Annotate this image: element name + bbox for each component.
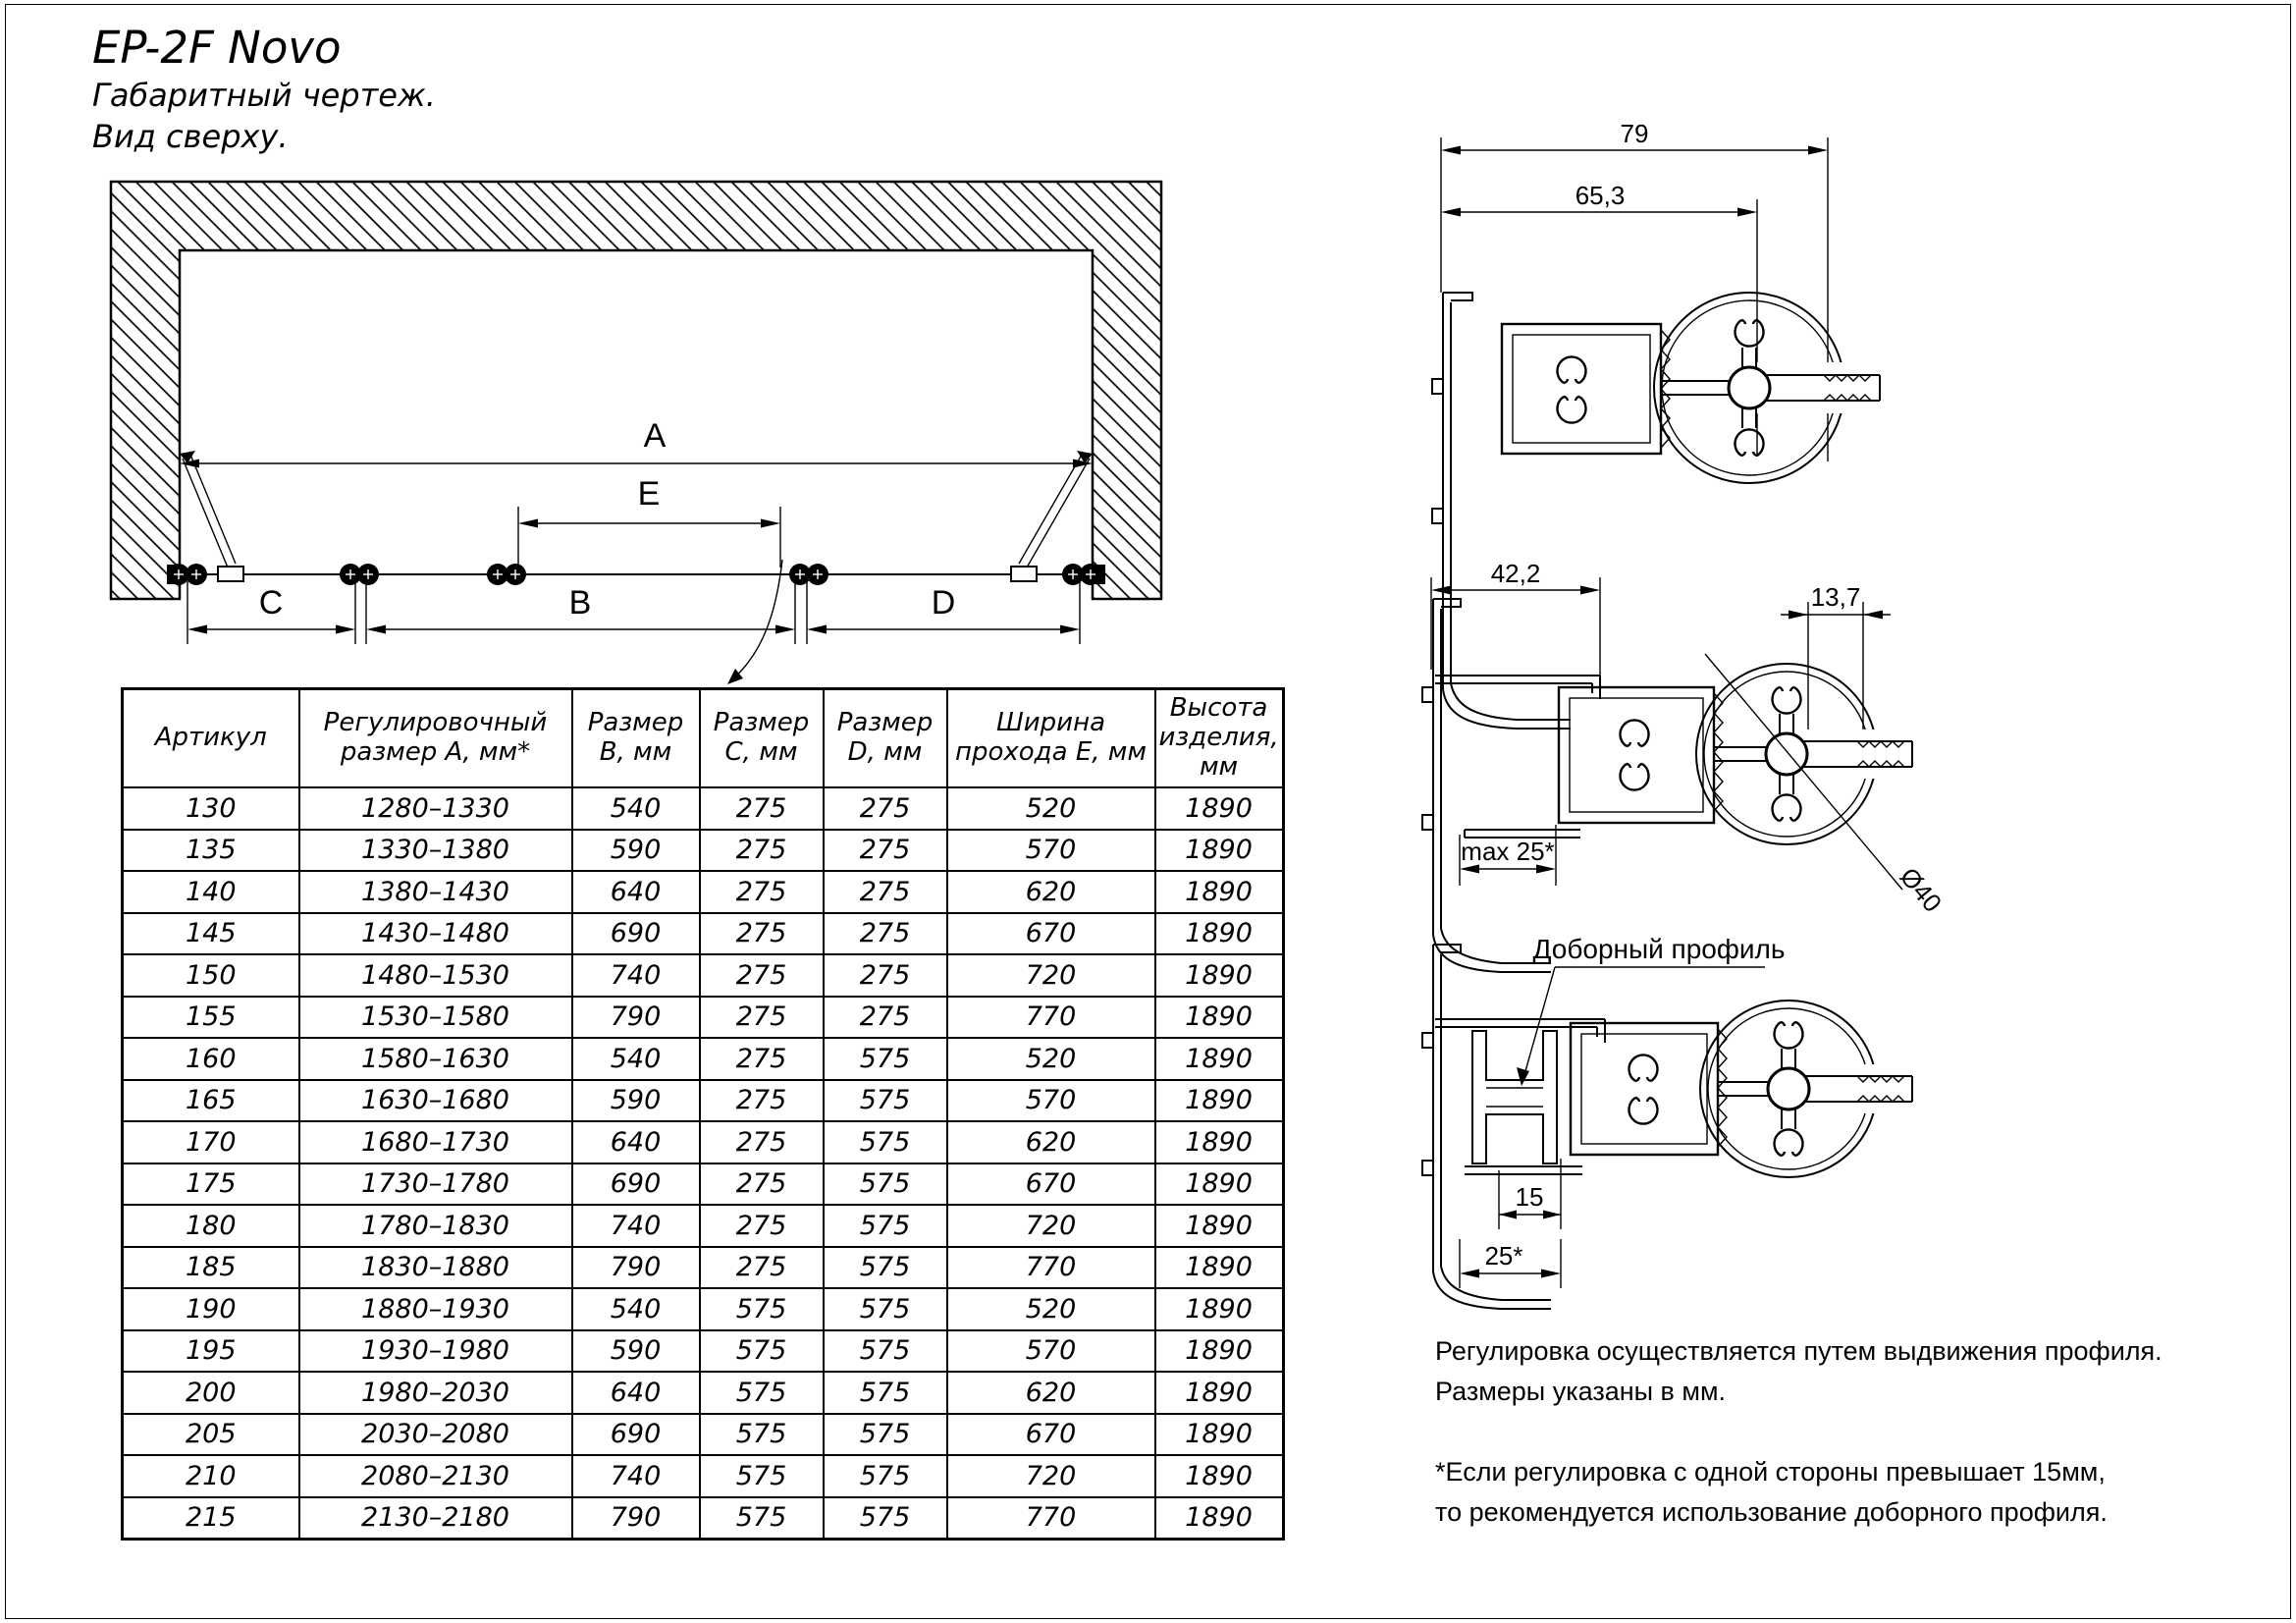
note-adjustment: Регулировка осуществляется путем выдвижения профиля. [1435, 1336, 2163, 1366]
cell-size-d: 275 [824, 871, 947, 913]
dimension-c-b-d [187, 581, 1080, 644]
cell-size-d: 275 [824, 997, 947, 1039]
cell-size-c: 575 [700, 1372, 824, 1414]
cell-size-d: 575 [824, 1121, 947, 1163]
cell-size-a: 1480–1530 [299, 954, 572, 997]
cell-passage-e: 670 [947, 1163, 1155, 1206]
page-subtitle-1: Габаритный чертеж. [92, 77, 436, 114]
cell-size-c: 275 [700, 913, 824, 955]
cell-article: 135 [123, 830, 299, 872]
cell-passage-e: 670 [947, 1414, 1155, 1456]
notes-block [1435, 1331, 2181, 1532]
cell-size-b: 790 [572, 1247, 700, 1289]
cell-size-d: 275 [824, 787, 947, 830]
cell-height: 1890 [1155, 1247, 1284, 1289]
dim-label-c: C [258, 584, 284, 622]
dimension-15 [1499, 1159, 1561, 1229]
cell-size-c: 575 [700, 1288, 824, 1330]
top-view-drawing [111, 182, 1161, 684]
cell-passage-e: 570 [947, 830, 1155, 872]
cell-size-a: 1280–1330 [299, 787, 572, 830]
cell-passage-e: 720 [947, 954, 1155, 997]
cell-passage-e: 520 [947, 1038, 1155, 1080]
cell-passage-e: 720 [947, 1455, 1155, 1497]
cell-article: 150 [123, 954, 299, 997]
cell-size-d: 275 [824, 913, 947, 955]
cell-passage-e: 620 [947, 871, 1155, 913]
cell-size-a: 1730–1780 [299, 1163, 572, 1206]
cell-size-a: 1880–1930 [299, 1288, 572, 1330]
cell-size-a: 1630–1680 [299, 1080, 572, 1122]
cell-size-c: 275 [700, 1163, 824, 1206]
dimensions-table [121, 687, 1285, 1541]
cell-size-d: 575 [824, 1330, 947, 1373]
cell-size-b: 740 [572, 1455, 700, 1497]
dim-label-d: D [931, 584, 956, 622]
adjustable-profile-section [1422, 559, 1948, 972]
cell-size-b: 740 [572, 954, 700, 997]
dimension-25 [1460, 1239, 1561, 1288]
cell-height: 1890 [1155, 954, 1284, 997]
cell-size-a: 1930–1980 [299, 1330, 572, 1373]
cell-height: 1890 [1155, 997, 1284, 1039]
cell-size-b: 640 [572, 1121, 700, 1163]
support-brace-left [180, 451, 243, 581]
dimension-diameter-40 [1705, 654, 1948, 918]
cell-size-d: 575 [824, 1455, 947, 1497]
hinge-tube-profile-2 [1696, 664, 1915, 844]
cell-passage-e: 620 [947, 1372, 1155, 1414]
cell-height: 1890 [1155, 1414, 1284, 1456]
dimension-max-25 [1460, 825, 1556, 886]
cell-size-d: 575 [824, 1247, 947, 1289]
table-row [123, 830, 1284, 872]
cell-article: 210 [123, 1455, 299, 1497]
cell-passage-e: 670 [947, 913, 1155, 955]
cell-size-c: 575 [700, 1414, 824, 1456]
table-row [123, 1288, 1284, 1330]
table-header-row [123, 689, 1284, 788]
cell-height: 1890 [1155, 1080, 1284, 1122]
cell-size-b: 590 [572, 830, 700, 872]
cell-passage-e: 570 [947, 1080, 1155, 1122]
cell-size-a: 1380–1430 [299, 871, 572, 913]
extension-profile-section [1422, 934, 1917, 1309]
table-row [123, 1372, 1284, 1414]
table-row [123, 1455, 1284, 1497]
column-header-size-d: Размер D, мм [824, 689, 947, 788]
cell-size-b: 640 [572, 1372, 700, 1414]
cell-size-a: 1680–1730 [299, 1121, 572, 1163]
cell-size-c: 275 [700, 1121, 824, 1163]
table-row [123, 1414, 1284, 1456]
cell-size-d: 575 [824, 1414, 947, 1456]
cell-passage-e: 770 [947, 1247, 1155, 1289]
cell-size-b: 640 [572, 871, 700, 913]
cell-size-a: 1980–2030 [299, 1372, 572, 1414]
cell-article: 130 [123, 787, 299, 830]
table-row [123, 1330, 1284, 1373]
cell-size-a: 2030–2080 [299, 1414, 572, 1456]
note-asterisk-2: то рекомендуется использование доборного профиля. [1435, 1496, 2108, 1527]
dim-label-65-3: 65,3 [1575, 181, 1626, 210]
cell-passage-e: 720 [947, 1205, 1155, 1247]
cell-height: 1890 [1155, 1205, 1284, 1247]
cell-article: 205 [123, 1414, 299, 1456]
cell-height: 1890 [1155, 1038, 1284, 1080]
table-row [123, 1247, 1284, 1289]
cell-height: 1890 [1155, 1288, 1284, 1330]
cell-size-c: 575 [700, 1497, 824, 1540]
cell-article: 165 [123, 1080, 299, 1122]
table-row [123, 954, 1284, 997]
cell-size-c: 275 [700, 830, 824, 872]
cell-size-b: 790 [572, 997, 700, 1039]
cell-size-c: 275 [700, 1038, 824, 1080]
cell-height: 1890 [1155, 830, 1284, 872]
cell-height: 1890 [1155, 871, 1284, 913]
dim-label-a: A [643, 417, 667, 455]
cell-size-c: 275 [700, 871, 824, 913]
cell-article: 215 [123, 1497, 299, 1540]
extension-insert-profile [1472, 1031, 1557, 1163]
cell-height: 1890 [1155, 787, 1284, 830]
cell-height: 1890 [1155, 1455, 1284, 1497]
cell-height: 1890 [1155, 1121, 1284, 1163]
cell-article: 155 [123, 997, 299, 1039]
cell-size-b: 790 [572, 1497, 700, 1540]
column-header-size-c: Размер С, мм [700, 689, 824, 788]
table-row [123, 1163, 1284, 1206]
cell-size-a: 2130–2180 [299, 1497, 572, 1540]
cell-article: 185 [123, 1247, 299, 1289]
box-profile [1502, 324, 1670, 454]
table-row [123, 913, 1284, 955]
cell-size-b: 590 [572, 1330, 700, 1373]
cell-article: 190 [123, 1288, 299, 1330]
cell-size-d: 575 [824, 1497, 947, 1540]
dim-label-25: 25* [1484, 1241, 1523, 1271]
cell-passage-e: 620 [947, 1121, 1155, 1163]
cell-size-a: 1830–1880 [299, 1247, 572, 1289]
note-units: Размеры указаны в мм. [1435, 1376, 1727, 1406]
cell-passage-e: 520 [947, 1288, 1155, 1330]
cell-article: 140 [123, 871, 299, 913]
dimension-e [518, 475, 780, 568]
cell-size-c: 275 [700, 997, 824, 1039]
table-row [123, 1080, 1284, 1122]
table-row [123, 997, 1284, 1039]
niche-wall-hatched [111, 182, 1161, 599]
cell-article: 145 [123, 913, 299, 955]
wall-bracket-profile-2 [1422, 599, 1600, 972]
cell-size-c: 275 [700, 1247, 824, 1289]
cell-size-d: 275 [824, 954, 947, 997]
cell-size-b: 740 [572, 1205, 700, 1247]
column-header-passage-e: Ширина прохода Е, мм [947, 689, 1155, 788]
page-title: EP-2F Novo [92, 22, 342, 74]
wall-profile-section [1432, 119, 1880, 729]
cell-size-b: 690 [572, 913, 700, 955]
cell-size-c: 575 [700, 1330, 824, 1373]
cell-article: 175 [123, 1163, 299, 1206]
box-profile-2 [1559, 687, 1723, 823]
dim-label-79: 79 [1620, 119, 1649, 148]
cell-size-a: 1430–1480 [299, 913, 572, 955]
cell-size-d: 275 [824, 830, 947, 872]
cell-size-d: 575 [824, 1163, 947, 1206]
page-subtitle-2: Вид сверху. [92, 118, 289, 156]
cell-size-b: 590 [572, 1080, 700, 1122]
cell-height: 1890 [1155, 1497, 1284, 1540]
dimension-a [180, 417, 1093, 468]
cell-passage-e: 570 [947, 1330, 1155, 1373]
cell-size-a: 2080–2130 [299, 1455, 572, 1497]
hinge-tube-profile [1654, 293, 1880, 483]
cell-size-b: 690 [572, 1414, 700, 1456]
table-row [123, 871, 1284, 913]
column-header-article: Артикул [123, 689, 299, 788]
dim-label-e: E [637, 475, 661, 513]
dim-label-diameter-40: Ø40 [1894, 861, 1949, 918]
cell-article: 200 [123, 1372, 299, 1414]
support-brace-right [1011, 451, 1093, 581]
cell-size-b: 690 [572, 1163, 700, 1206]
hinge-tube-profile-3 [1700, 1001, 1917, 1177]
dimension-42-2 [1431, 559, 1600, 676]
cell-size-c: 275 [700, 1205, 824, 1247]
cell-height: 1890 [1155, 913, 1284, 955]
dim-label-max-25: max 25* [1461, 837, 1555, 866]
door-swing-arrow [727, 560, 782, 684]
cell-article: 170 [123, 1121, 299, 1163]
cell-size-c: 275 [700, 954, 824, 997]
cell-height: 1890 [1155, 1372, 1284, 1414]
column-header-size-b: Размер В, мм [572, 689, 700, 788]
dim-label-15: 15 [1515, 1182, 1544, 1212]
dim-label-13-7: 13,7 [1810, 582, 1861, 612]
box-profile-3 [1571, 1023, 1727, 1155]
column-header-height: Высота изделия, мм [1155, 689, 1284, 788]
extension-profile-label: Доборный профиль [1532, 934, 1786, 964]
table-row [123, 787, 1284, 830]
cell-article: 160 [123, 1038, 299, 1080]
cell-size-b: 540 [572, 1288, 700, 1330]
dimension-65-3 [1441, 181, 1757, 457]
cell-size-b: 540 [572, 1038, 700, 1080]
dim-label-42-2: 42,2 [1490, 559, 1541, 588]
table-row [123, 1038, 1284, 1080]
cell-height: 1890 [1155, 1330, 1284, 1373]
cell-size-d: 575 [824, 1205, 947, 1247]
table-row [123, 1121, 1284, 1163]
cell-size-c: 575 [700, 1455, 824, 1497]
dimension-13-7 [1781, 582, 1891, 736]
note-asterisk-1: *Если регулировка с одной стороны превышает 15мм, [1435, 1457, 2106, 1487]
cell-article: 180 [123, 1205, 299, 1247]
cell-size-c: 275 [700, 787, 824, 830]
dim-label-b: B [568, 584, 592, 622]
cell-size-a: 1530–1580 [299, 997, 572, 1039]
cell-passage-e: 770 [947, 997, 1155, 1039]
table-row [123, 1497, 1284, 1540]
cell-size-c: 275 [700, 1080, 824, 1122]
cell-passage-e: 520 [947, 787, 1155, 830]
cell-size-a: 1580–1630 [299, 1038, 572, 1080]
cell-height: 1890 [1155, 1163, 1284, 1206]
cell-size-a: 1330–1380 [299, 830, 572, 872]
cell-size-d: 575 [824, 1038, 947, 1080]
table-body [123, 787, 1284, 1540]
cell-passage-e: 770 [947, 1497, 1155, 1540]
cell-size-d: 575 [824, 1288, 947, 1330]
table-row [123, 1205, 1284, 1247]
cell-size-d: 575 [824, 1372, 947, 1414]
cell-article: 195 [123, 1330, 299, 1373]
cell-size-a: 1780–1830 [299, 1205, 572, 1247]
cell-size-d: 575 [824, 1080, 947, 1122]
cell-size-b: 540 [572, 787, 700, 830]
column-header-size-a: Регулировочный размер А, мм* [299, 689, 572, 788]
